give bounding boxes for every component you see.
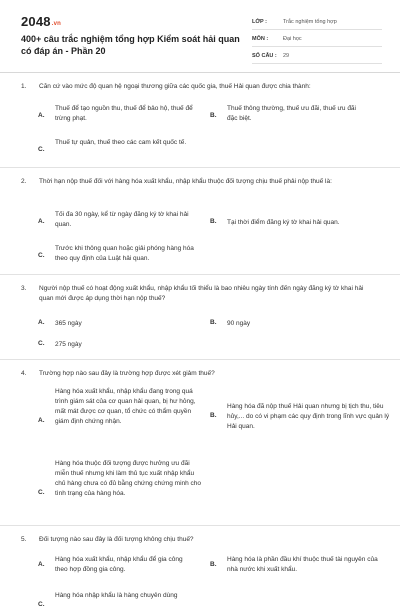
header — [0, 0, 400, 70]
info-row-class: LỚP : Trắc nghiệm tổng hợp — [252, 14, 382, 30]
question-text: Đối tượng nào sau đây là đối tượng không chịu thuế? — [39, 536, 194, 543]
header-divider — [0, 72, 400, 73]
question-number: 3. — [21, 285, 27, 292]
question-text: Trường hợp nào sau đây là trường hợp được xét giảm thuế? — [39, 370, 215, 377]
question-separator — [0, 274, 400, 275]
site-logo[interactable]: 2048.vn — [21, 14, 62, 29]
question-text: Căn cứ vào mức độ quan hệ ngoại thương giữa các quốc gia, thuế Hải quan được chia thành: — [39, 83, 311, 90]
question-number: 5. — [21, 536, 27, 543]
question-number: 4. — [21, 370, 27, 377]
question-separator — [0, 525, 400, 526]
question-number: 2. — [21, 178, 27, 185]
question-separator — [0, 167, 400, 168]
question-text: Người nộp thuế có hoạt động xuất khẩu, nhập khẩu tối thiểu là bao nhiêu ngày tính đến ngày đăng ký tờ khai hải quan mới được áp dụng thời hạn nộp thuế? — [39, 285, 364, 302]
question-text: Thời hạn nộp thuế đối với hàng hóa xuất khẩu, nhập khẩu thuộc đối tượng chịu thuế phải nộp thuế là: — [39, 178, 332, 185]
info-panel — [252, 14, 382, 65]
document-title: 400+ câu trắc nghiệm tổng hợp Kiểm soát hải quan có đáp án - Phần 20 — [21, 34, 240, 56]
info-row-subject: MÔN : Đại học — [252, 31, 382, 47]
question-number: 1. — [21, 83, 27, 90]
document-page: 2048.vn 400+ câu trắc nghiệm tổng hợp Kiểm soát hải quan có đáp án - Phần 20 LỚP : Trắc nghiệm tổng hợp MÔN : Đại học SỐ CÂU : 29 1. Căn cứ vào mức độ quan hệ ngoại thương giữa các quốc gia, thuế Hải quan được chia thành: A. Thuế để tạo nguồn thu, thuế để bảo hộ, thuế để trừng phạt. B. Thuế thông thường, thuế ưu đãi, thuế ưu đãi đặc biệt. C. Thuế tự quản, thuế theo các cam kết quốc tế. 2. Thời hạn nộp thuế đối với hàng hóa xuất khẩu, nhập khẩu thuộc đối tượng chịu thuế phải nộp thuế là: A. Tối đa 30 ngày, kể từ ngày đăng ký tờ khai hải quan. B. Tại thời điểm đăng ký tờ khai hải quan. C. Trước khi thông quan hoặc giải phóng hàng hóa theo quy định của Luật hải quan. 3. Người nộp thuế có hoạt động xuất khẩu, nhập khẩu tối thiểu là bao nhiêu ngày tính đến ngày đăng ký tờ khai hải quan mới được áp dụng thời hạn nộp thuế? A. 365 ngày B. 90 ngày C. 275 ngày 4. Trường hợp nào sau đây là trường hợp được xét giảm thuế? A. Hàng hóa xuất khẩu, nhập khẩu đang trong quá trình giám sát của cơ quan hải quan, bị hư hỏng, mất mát được cơ quan, tổ chức có thẩm quyền giám định chứng nhận. B. Hàng hóa đã nộp thuế Hải quan nhưng bị tịch thu, tiêu hủy,... do có vi phạm các quy định trong lĩnh vực quản lý Hải quan. C. Hàng hóa thuộc đối tượng được hưởng ưu đãi miễn thuế nhưng khi làm thủ tục xuất nhập khẩu chủ hàng chưa có đủ bằng chứng chứng minh cho tình trạng của hàng hóa. 5. Đối tượng nào sau đây là đối tượng không chịu thuế? A. Hàng hóa xuất khẩu, nhập khẩu để gia công theo hợp đồng gia công. B. Hàng hóa là phần đầu khí thuộc thuế tài nguyên của nhà nước khi xuất khẩu. C. Hàng hóa nhập khẩu là hàng chuyên dùng — [0, 0, 400, 600]
info-row-count: SỐ CÂU : 29 — [252, 48, 382, 64]
question-separator — [0, 359, 400, 360]
